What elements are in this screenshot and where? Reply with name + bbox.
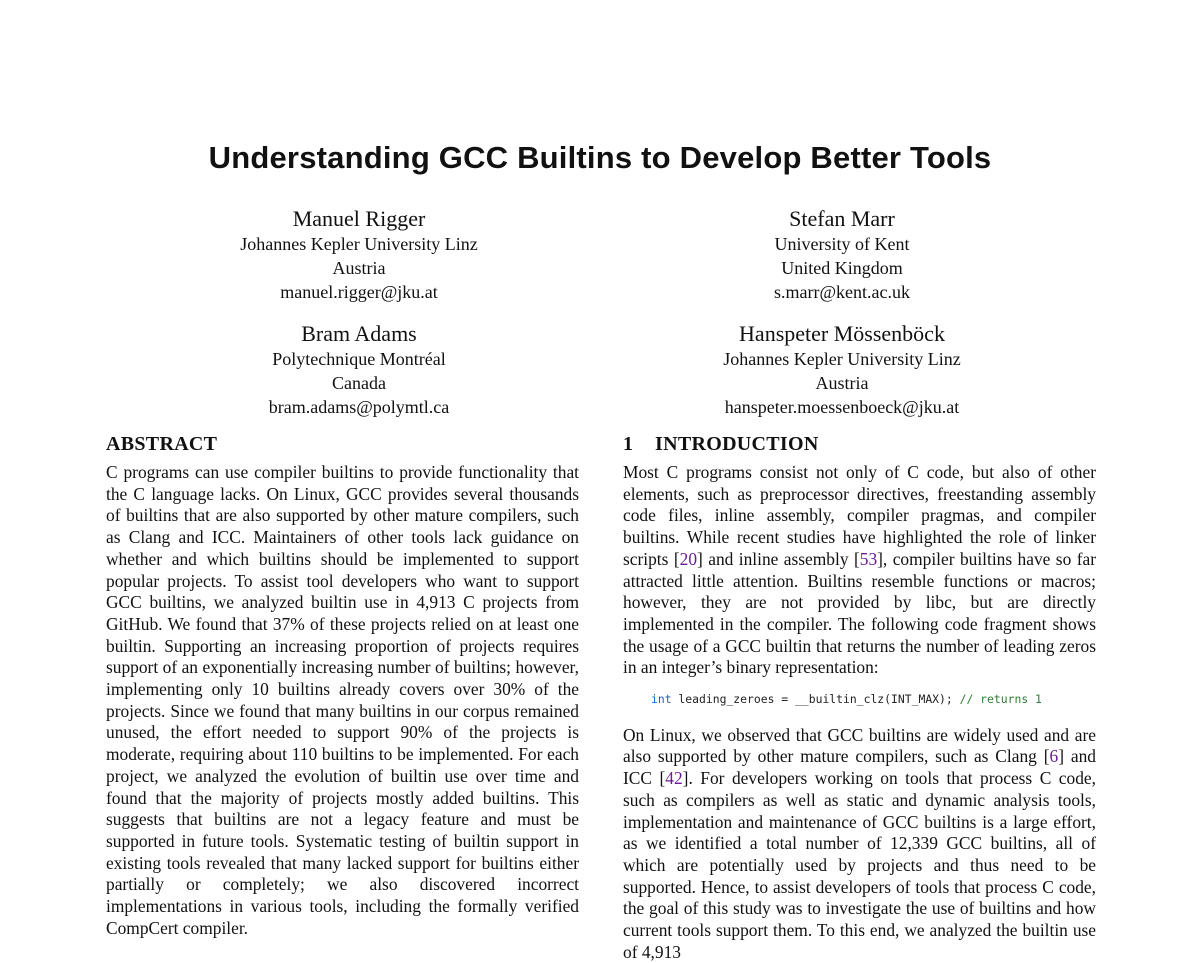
author-country: United Kingdom — [781, 257, 903, 278]
text-run: On Linux, we observed that GCC builtins are widely used and are also supported by other mature compilers, such as Clang [ — [623, 724, 1096, 767]
abstract-heading: ABSTRACT — [106, 433, 218, 455]
author-country: Canada — [332, 372, 386, 393]
author-country: Austria — [815, 372, 869, 393]
author-country: Austria — [332, 257, 386, 278]
abstract-text: C programs can use compiler builtins to provide functionality that the C language lacks. On Linux, GCC provides several thousands of builtins that are also supported by other mature compilers, such as Clang and ICC. Maintainers of other tools lack guidance on whether and which builtins should be implemented to support popular projects. To assist tool developers who want to support GCC builtins, we analyzed builtin use in 4,913 C projects from GitHub. We found that 37% of these projects relied on at least one builtin. Supporting an increasing proportion of projects requires support of an exponentially increasing number of builtins; however, implementing only 10 builtins already covers over 30% of the projects. Since we found that many builtins in our corpus remained unused, the effort needed to support 90% of the projects is moderate, requiring about 110 builtins to be implemented. For each project, we analyzed the evolution of builtin use over time and found that the majority of projects mostly added builtins. This suggests that builtins are not a legacy feature and must be supported in future tools. Systematic testing of builtin support in existing tools revealed that many lacked support for builtins either partially or completely; we also discovered incorrect implementations in various tools, including the formally verified CompCert compiler. — [106, 462, 579, 938]
author-block — [119, 321, 599, 419]
code-comment: // returns 1 — [959, 692, 1042, 707]
text-run: ] and ICC [ — [623, 746, 1096, 789]
text-run: ], compiler builtins have so far attracted little attention. Builtins resemble functions or macros; however, they are not provided by libc, but are directly implemented in the compiler. The following code fragment shows the usage of a GCC builtin that returns the number of leading zeros in an integer’s binary representation: — [623, 548, 1096, 678]
citation-link[interactable]: 20 — [679, 548, 698, 569]
intro-paragraph-1 — [623, 462, 1096, 679]
author-email: bram.adams@polymtl.ca — [268, 396, 450, 417]
author-name: Hanspeter Mössenböck — [739, 321, 945, 346]
code-body: leading_zeroes = __builtin_clz(INT_MAX); — [671, 692, 960, 707]
author-email: hanspeter.moessenboeck@jku.at — [724, 396, 960, 417]
author-email: s.marr@kent.ac.uk — [773, 281, 911, 302]
citation-link[interactable]: 42 — [665, 768, 683, 789]
intro-paragraph-2 — [623, 725, 1096, 963]
author-email: manuel.rigger@jku.at — [280, 281, 438, 302]
code-fragment — [651, 689, 1096, 711]
citation-link[interactable]: 53 — [859, 548, 878, 569]
introduction-section — [623, 430, 1096, 963]
code-keyword: int — [651, 692, 672, 707]
author-affiliation: Johannes Kepler University Linz — [240, 234, 478, 254]
abstract-section — [106, 430, 579, 939]
author-block — [602, 206, 1082, 304]
paper-title: Understanding GCC Builtins to Develop Better Tools — [208, 140, 992, 175]
author-affiliation: Polytechnique Montréal — [272, 349, 446, 369]
author-block — [119, 206, 599, 304]
author-name: Manuel Rigger — [292, 206, 426, 231]
author-block — [602, 321, 1082, 419]
section-number: 1 — [623, 433, 634, 455]
author-name: Bram Adams — [301, 321, 417, 346]
citation-link[interactable]: 6 — [1049, 746, 1059, 767]
text-run: ] and inline assembly [ — [697, 548, 860, 569]
author-affiliation: Johannes Kepler University Linz — [723, 349, 961, 369]
introduction-heading — [623, 430, 1096, 458]
author-name: Stefan Marr — [789, 206, 895, 231]
section-title: INTRODUCTION — [655, 433, 819, 455]
author-affiliation: University of Kent — [774, 234, 910, 254]
text-run: ]. For developers working on tools that process C code, such as compilers as well as static and dynamic analysis tools, implementation and maintenance of GCC builtins is a large effort, as we identified a total number of 12,339 GCC builtins, all of which are potentially used by projects and thus need to be supported. Hence, to assist developers of tools that process C code, the goal of this study was to investigate the use of builtins and how current tools support them. To this end, we analyzed the builtin use of 4,913 — [623, 768, 1096, 962]
text-run: Most C programs consist not only of C code, but also of other elements, such as preprocessor directives, freestanding assembly code files, inline assembly, compiler pragmas, and compiler builtins. While recent studies have highlighted the role of linker scripts [ — [623, 462, 1096, 569]
